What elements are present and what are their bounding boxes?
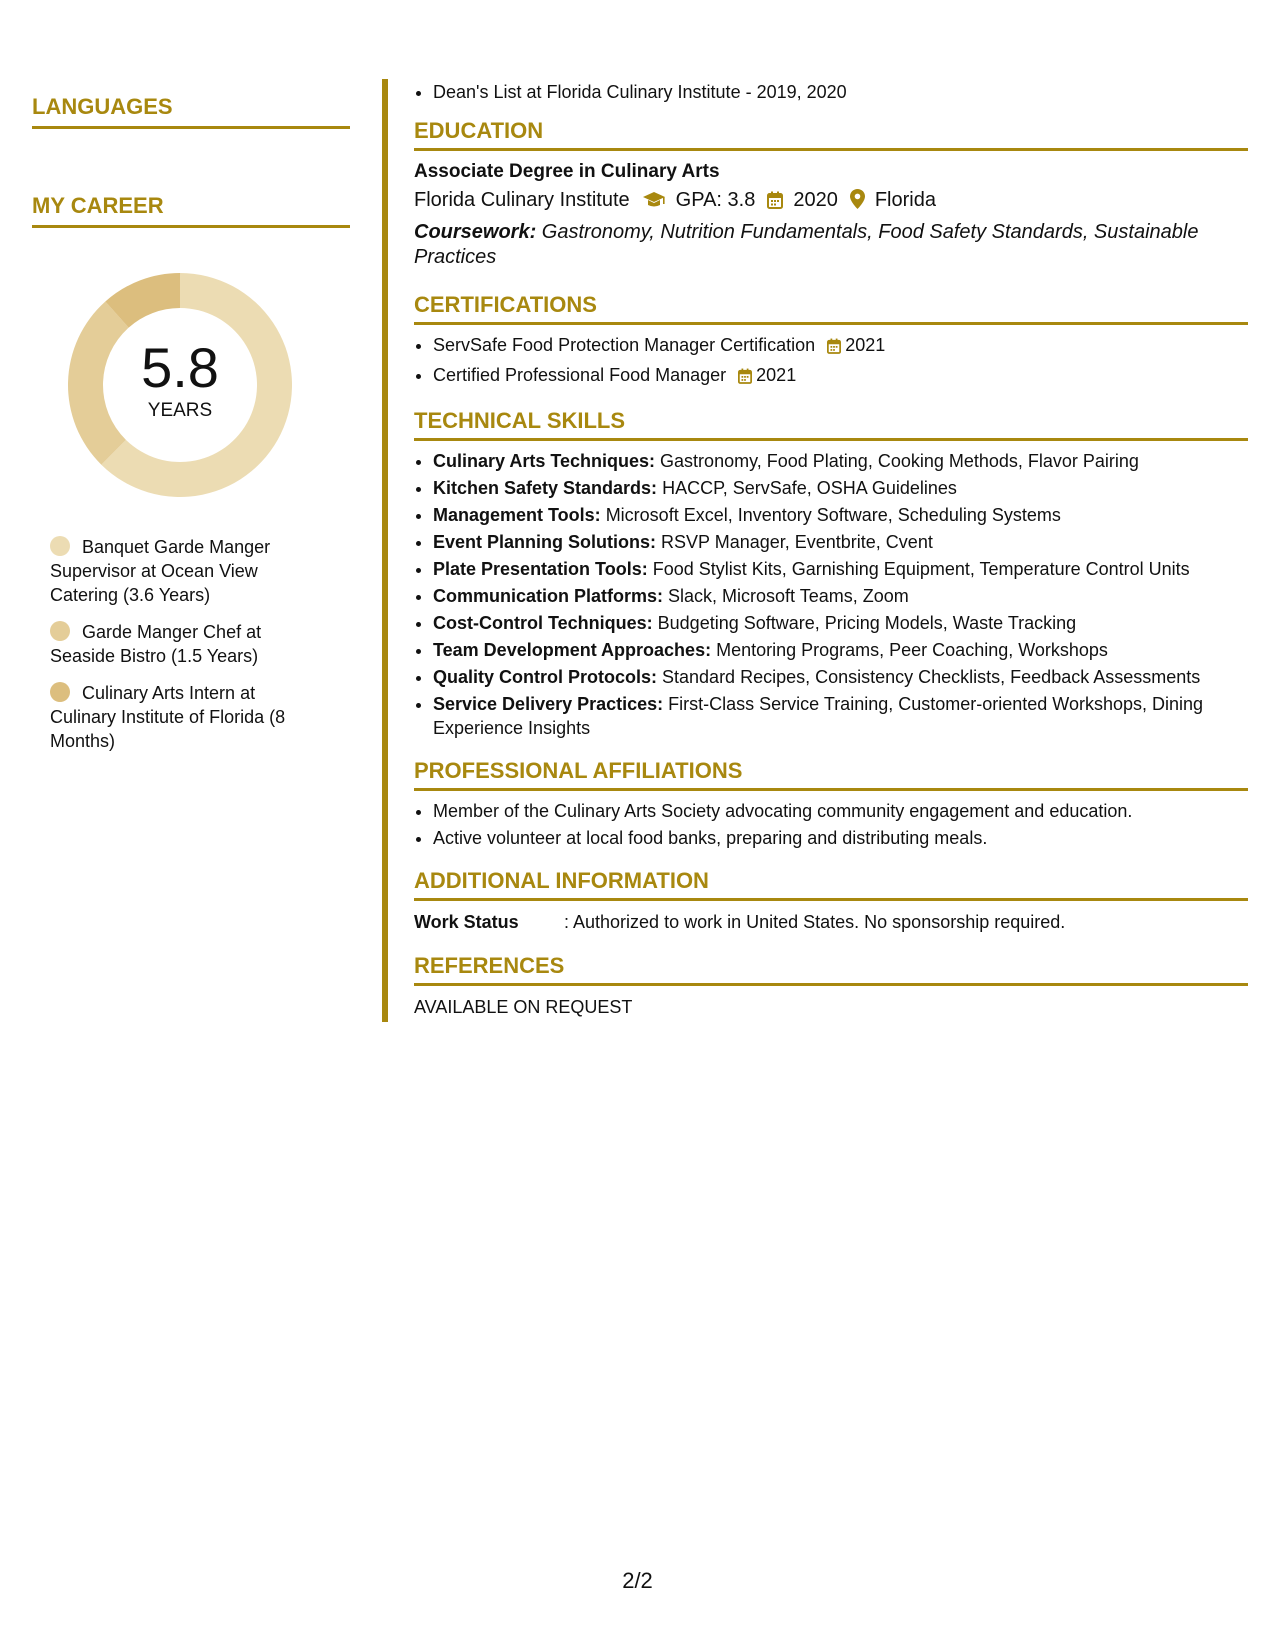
work-status-row <box>414 909 1248 935</box>
legend-dot <box>50 621 70 641</box>
skills-list <box>414 449 1248 740</box>
languages-heading: LANGUAGES <box>32 82 350 129</box>
skill-label: Quality Control Protocols: <box>433 667 658 687</box>
skill-value: First-Class Service Training, Customer-oriented Workshops, Dining Experience Insights <box>433 694 1204 738</box>
skill-label: Event Planning Solutions: <box>433 532 657 552</box>
work-status-value: : Authorized to work in United States. No sponsorship required. <box>564 912 1066 932</box>
work-status-label: Work Status <box>414 912 519 932</box>
skill-label: Service Delivery Practices: <box>433 694 664 714</box>
page-number: 2/2 <box>622 1568 653 1593</box>
graduation-cap-icon <box>642 188 666 218</box>
map-pin-icon <box>850 188 865 218</box>
skill-label: Management Tools: <box>433 505 601 525</box>
coursework-label: Coursework: <box>414 221 537 243</box>
certification-year: 2021 <box>845 335 886 355</box>
coursework-value: Gastronomy, Nutrition Fundamentals, Food Safety Standards, Sustainable Practices <box>414 221 1199 268</box>
coursework <box>414 220 1248 270</box>
skills-heading: TECHNICAL SKILLS <box>414 408 1248 441</box>
certifications-list <box>414 333 1248 390</box>
skill-item <box>433 557 1248 581</box>
education-location: Florida <box>874 189 936 211</box>
skill-value: Food Stylist Kits, Garnishing Equipment, Temperature Control Units <box>647 559 1190 579</box>
legend-dot <box>50 536 70 556</box>
education-heading: EDUCATION <box>414 118 1248 151</box>
legend-item <box>50 681 320 753</box>
legend-label: Garde Manger Chef at Seaside Bistro (1.5 Years) <box>50 622 262 666</box>
certification-item <box>433 363 1248 390</box>
certification-item <box>433 333 1248 360</box>
references-text: AVAILABLE ON REQUEST <box>414 997 633 1017</box>
legend-label: Banquet Garde Manger Supervisor at Ocean View Catering (3.6 Years) <box>50 537 271 605</box>
total-years-unit: YEARS <box>147 400 213 421</box>
total-years-value: 5.8 <box>141 336 219 399</box>
right-column <box>414 80 1248 1020</box>
skill-label: Plate Presentation Tools: <box>433 559 648 579</box>
skill-item <box>433 449 1248 473</box>
degree-title: Associate Degree in Culinary Arts <box>414 161 720 182</box>
legend-item <box>50 535 320 607</box>
certification-name: Certified Professional Food Manager <box>433 365 727 385</box>
skill-item <box>433 530 1248 554</box>
graduation-year: 2020 <box>793 189 838 211</box>
career-donut-chart <box>66 271 294 499</box>
skill-item <box>433 638 1248 662</box>
skill-value: Slack, Microsoft Teams, Zoom <box>663 586 909 606</box>
affiliation-item: • Member of the Culinary Arts Society advocating community engagement and education. <box>433 799 1248 823</box>
calendar-icon <box>738 366 752 390</box>
skill-item <box>433 665 1248 689</box>
skill-label: Culinary Arts Techniques: <box>433 451 656 471</box>
honors-list <box>414 80 1248 104</box>
donut-center <box>66 271 294 499</box>
legend-dot <box>50 682 70 702</box>
skill-label: Cost-Control Techniques: <box>433 613 653 633</box>
additional-info-heading: ADDITIONAL INFORMATION <box>414 868 1248 901</box>
legend-item <box>50 620 320 668</box>
certification-name: ServSafe Food Protection Manager Certification <box>433 335 816 355</box>
affiliations-heading: PROFESSIONAL AFFILIATIONS <box>414 758 1248 791</box>
skill-label: Team Development Approaches: <box>433 640 712 660</box>
skill-label: Communication Platforms: <box>433 586 664 606</box>
skill-value: Standard Recipes, Consistency Checklists, Feedback Assessments <box>657 667 1201 687</box>
affiliations-list <box>414 799 1248 850</box>
skill-item <box>433 503 1248 527</box>
left-column <box>32 82 350 766</box>
skill-value: RSVP Manager, Eventbrite, Cvent <box>656 532 933 552</box>
education-meta <box>414 185 1248 218</box>
skill-item <box>433 584 1248 608</box>
skill-value: Gastronomy, Food Plating, Cooking Methods, Flavor Pairing <box>655 451 1139 471</box>
skill-item <box>433 692 1248 740</box>
skill-value: HACCP, ServSafe, OSHA Guidelines <box>657 478 957 498</box>
skill-value: Mentoring Programs, Peer Coaching, Workshops <box>711 640 1108 660</box>
certification-year: 2021 <box>756 365 797 385</box>
certifications-heading: CERTIFICATIONS <box>414 292 1248 325</box>
skill-item <box>433 611 1248 635</box>
list-item: • Dean's List at Florida Culinary Institute - 2019, 2020 <box>433 80 1248 104</box>
skill-value: Budgeting Software, Pricing Models, Waste Tracking <box>652 613 1077 633</box>
gpa: GPA: 3.8 <box>675 189 756 211</box>
career-heading: MY CAREER <box>32 181 350 228</box>
calendar-icon <box>827 336 841 360</box>
skill-value: Microsoft Excel, Inventory Software, Scheduling Systems <box>600 505 1061 525</box>
skill-label: Kitchen Safety Standards: <box>433 478 658 498</box>
career-legend <box>50 535 320 753</box>
column-divider <box>382 79 388 1022</box>
calendar-icon <box>767 188 783 218</box>
skill-item <box>433 476 1248 500</box>
affiliation-item: • Active volunteer at local food banks, preparing and distributing meals. <box>433 826 1248 850</box>
institution-name: Florida Culinary Institute <box>414 189 630 211</box>
references-heading: REFERENCES <box>414 953 1248 986</box>
legend-label: Culinary Arts Intern at Culinary Institute of Florida (8 Months) <box>50 683 286 751</box>
